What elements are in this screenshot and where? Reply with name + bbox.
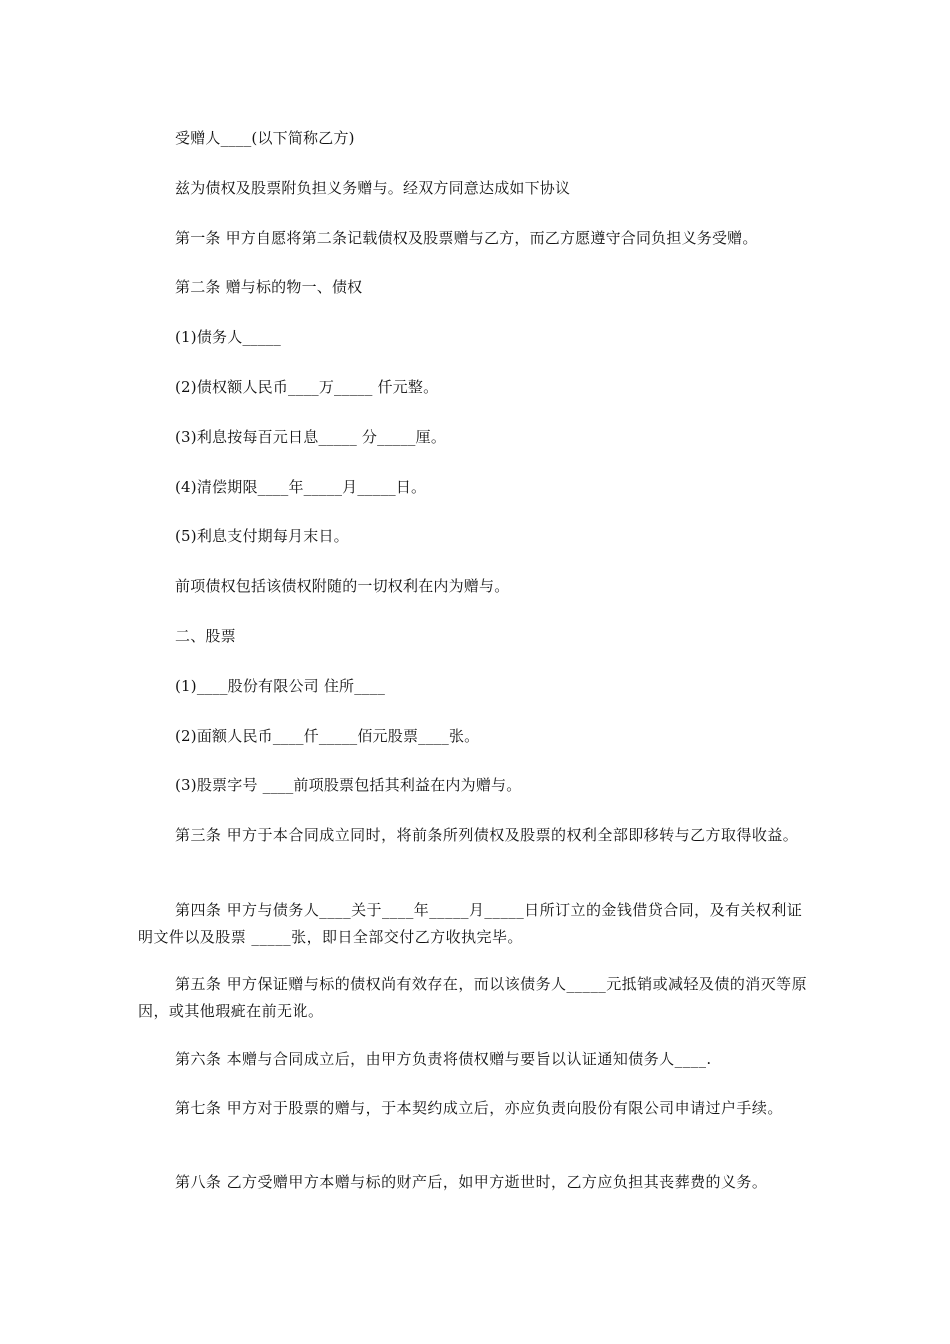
- article-6: 第六条 本赠与合同成立后，由甲方负责将债权赠与要旨以认证通知债务人____.: [175, 1050, 712, 1068]
- debt-item-1: (1)债务人_____: [175, 328, 281, 346]
- article-2-heading: 第二条 赠与标的物一、债权: [175, 278, 363, 296]
- debt-item-5: (5)利息支付期每月末日。: [175, 527, 349, 545]
- stock-item-1: (1)____股份有限公司 住所____: [175, 677, 386, 695]
- article-1: 第一条 甲方自愿将第二条记载债权及股票赠与乙方，而乙方愿遵守合同负担义务受赠。: [175, 229, 758, 247]
- stock-heading: 二、股票: [175, 627, 236, 645]
- debt-summary-line: 前项债权包括该债权附随的一切权利在内为赠与。: [175, 577, 510, 595]
- article-4: 第四条 甲方与债务人____关于____年_____月_____日所订立的金钱借贷合同，及有关权利证明文件以及股票 _____张，即日全部交付乙方收执完毕。: [138, 901, 803, 946]
- article-7: 第七条 甲方对于股票的赠与，于本契约成立后，亦应负责向股份有限公司申请过户手续。: [175, 1099, 783, 1117]
- article-3: 第三条 甲方于本合同成立同时，将前条所列债权及股票的权利全部即移转与乙方取得收益。: [175, 826, 799, 844]
- preamble-line: 兹为债权及股票附负担义务赠与。经双方同意达成如下协议: [175, 179, 571, 197]
- debt-item-3: (3)利息按每百元日息_____ 分_____厘。: [175, 428, 447, 446]
- stock-item-3: (3)股票字号 ____前项股票包括其利益在内为赠与。: [175, 776, 522, 794]
- article-5: 第五条 甲方保证赠与标的债权尚有效存在，而以该债务人_____元抵销或减轻及债的消灭等原因，或其他瑕疵在前无讹。: [138, 975, 808, 1020]
- debt-item-2: (2)债权额人民币____万_____ 仟元整。: [175, 378, 439, 396]
- recipient-line: 受赠人____(以下简称乙方): [175, 129, 355, 147]
- article-8: 第八条 乙方受赠甲方本赠与标的财产后，如甲方逝世时，乙方应负担其丧葬费的义务。: [175, 1173, 768, 1191]
- stock-item-2: (2)面额人民币____仟_____佰元股票____张。: [175, 727, 480, 745]
- debt-item-4: (4)清偿期限____年_____月_____日。: [175, 478, 427, 496]
